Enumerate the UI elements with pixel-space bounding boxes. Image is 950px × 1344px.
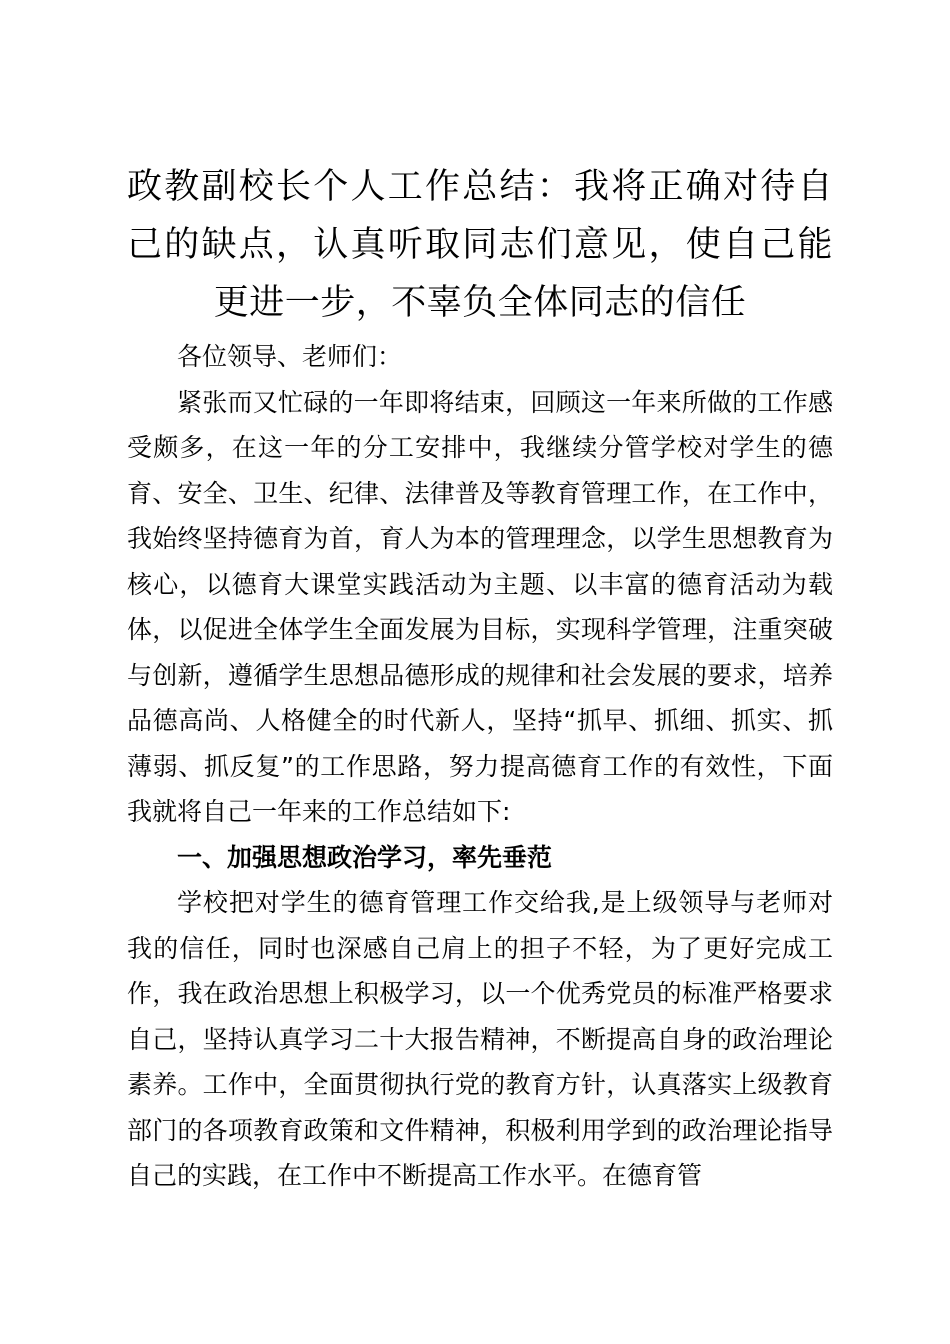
document-title: 政教副校长个人工作总结：我将正确对待自己的缺点，认真听取同志们意见，使自己能更进一步，不辜负全体同志的信任	[127, 167, 833, 323]
section-1-paragraph: 学校把对学生的德育管理工作交给我,是上级领导与老师对我的信任，同时也深感自己肩上的担子不轻，为了更好完成工作，我在政治思想上积极学习，以一个优秀党员的标准严格要求自己，坚持认真学习二十大报告精神，不断提高自身的政治理论素养。工作中，全面贯彻执行党的教育方针，认真落实上级教育部门的各项教育政策和文件精神，积极利用学到的政治理论指导自己的实践，在工作中不断提高工作水平。在德育管	[127, 888, 833, 1190]
greeting-line: 各位领导、老师们：	[177, 342, 403, 371]
document-page	[127, 158, 833, 1199]
section-1-heading: 一、加强思想政治学习，率先垂范	[177, 842, 553, 872]
document-body	[127, 332, 833, 1199]
intro-paragraph: 紧张而又忙碌的一年即将结束，回顾这一年来所做的工作感受颇多，在这一年的分工安排中，我继续分管学校对学生的德育、安全、卫生、纪律、法律普及等教育管理工作，在工作中，我始终坚持德育为首，育人为本的管理理念，以学生思想教育为核心，以德育大课堂实践活动为主题、以丰富的德育活动为载体，以促进全体学生全面发展为目标，实现科学管理，注重突破与创新，遵循学生思想品德形成的规律和社会发展的要求，培养品德高尚、人格健全的时代新人，坚持“抓早、抓细、抓实、抓薄弱、抓反复”的工作思路，努力提高德育工作的有效性，下面我就将自己一年来的工作总结如下:	[127, 387, 833, 826]
